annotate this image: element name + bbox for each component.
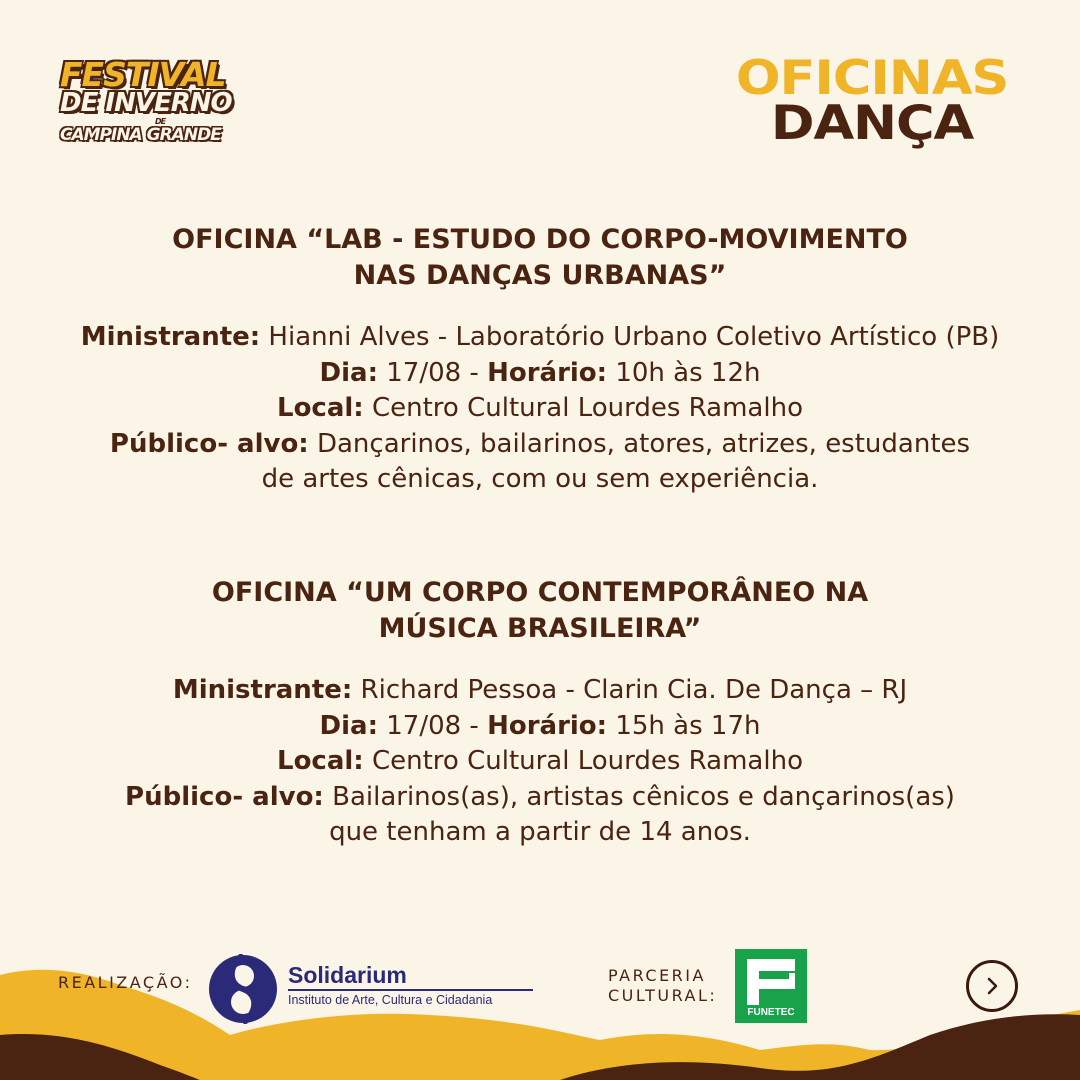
logo-connector: DE [154,117,166,126]
workshop-title-line: OFICINA “UM CORPO CONTEMPORÂNEO NA [211,577,869,608]
solidarium-symbol-icon [208,954,278,1024]
ministrante-label: Ministrante: [80,322,261,352]
logo-line-festival: FESTIVAL [60,55,226,94]
local-label: Local: [277,746,364,776]
publico-label: Público- alvo: [125,781,324,812]
realizacao-label: REALIZAÇÃO: [58,973,193,992]
local-value: Centro Cultural Lourdes Ramalho [363,393,803,423]
page-title [722,51,1022,151]
title-danca: DANÇA [770,96,974,151]
logo-line-campina-grande: CAMPINA GRANDE [60,125,221,145]
ministrante-value: Richard Pessoa - Clarin Cia. De Dança – RJ [352,675,908,705]
ministrante-value: Hianni Alves - Laboratório Urbano Coletivo Artístico (PB) [260,322,1000,352]
publico-row [40,427,1040,463]
parceria-line: CULTURAL: [608,986,718,1005]
horario-value: 15h às 17h [607,710,761,741]
workshop-details [40,673,1040,851]
workshop-1 [40,222,1040,498]
local-row [40,391,1040,427]
workshop-title-line: NAS DANÇAS URBANAS” [353,260,727,291]
workshop-title-line: MÚSICA BRASILEIRA” [378,613,702,644]
ministrante-row [40,673,1040,709]
title-oficinas: OFICINAS [735,51,1009,106]
dia-label: Dia: [319,710,378,741]
schedule-row [40,356,1040,392]
publico-row [40,780,1040,816]
solidarium-name: Solidarium [288,962,407,988]
chevron-right-icon [981,975,1003,997]
workshop-title [40,575,1040,647]
schedule-row [40,709,1040,745]
solidarium-divider [288,989,533,991]
horario-value: 10h às 12h [607,357,761,388]
parceria-label [608,966,717,1006]
festival-logo [60,55,265,148]
dia-value: 17/08 - [377,357,488,388]
local-row [40,744,1040,780]
publico-row-continued: de artes cênicas, com ou sem experiência. [261,464,819,494]
funetec-logo [735,949,807,1023]
ministrante-label: Ministrante: [172,675,353,705]
publico-value: Bailarinos(as), artistas cênicos e dançarinos(as) [323,781,955,812]
footer-waves [0,940,1080,1080]
workshop-2 [40,575,1040,851]
horario-label: Horário: [487,710,608,741]
workshop-title [40,222,1040,294]
dia-value: 17/08 - [377,710,488,741]
horario-label: Horário: [487,357,608,388]
next-button[interactable] [966,960,1018,1012]
funetec-label: FUNETEC [747,1007,795,1018]
publico-value: Dançarinos, bailarinos, atores, atrizes, estudantes [308,428,971,459]
ministrante-row [40,320,1040,356]
dia-label: Dia: [319,357,378,388]
workshop-details [40,320,1040,498]
publico-label: Público- alvo: [109,428,309,459]
logo-line-de-inverno: DE INVERNO [60,88,232,118]
workshop-title-line: OFICINA “LAB - ESTUDO DO CORPO-MOVIMENTO [172,224,908,255]
local-value: Centro Cultural Lourdes Ramalho [363,746,803,776]
parceria-line: PARCERIA [608,966,706,985]
solidarium-logo [208,954,538,1026]
local-label: Local: [277,393,364,423]
publico-row-continued: que tenham a partir de 14 anos. [329,817,751,847]
solidarium-subtitle: Instituto de Arte, Cultura e Cidadania [288,993,493,1007]
